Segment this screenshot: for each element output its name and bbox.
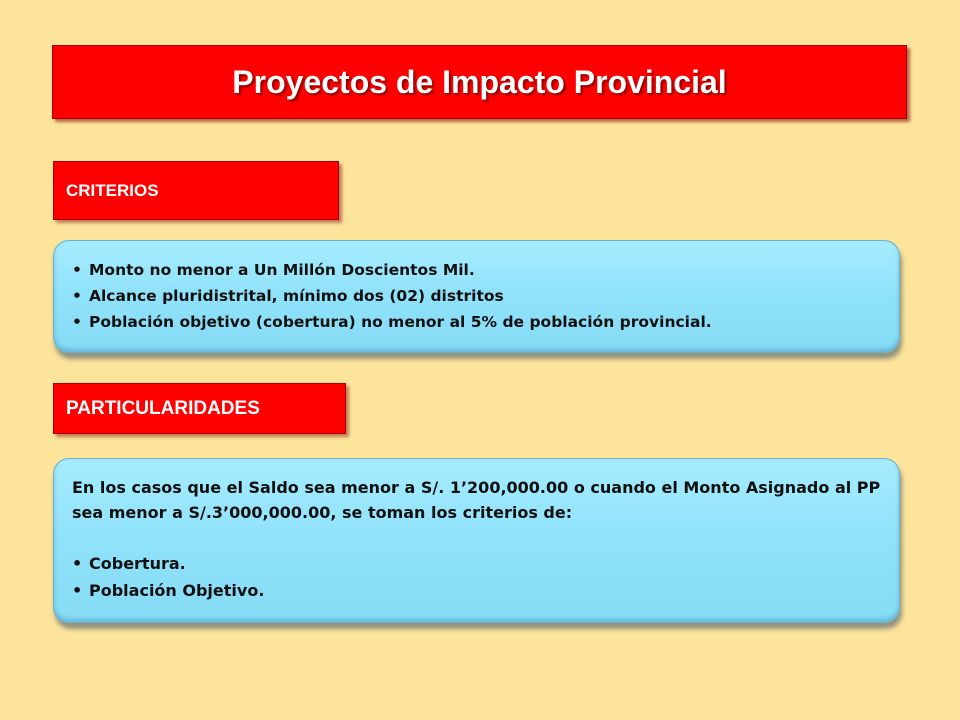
page-title: Proyectos de Impacto Provincial: [232, 63, 727, 100]
particularidades-list: [72, 550, 885, 604]
list-item: • Población objetivo (cobertura) no menor al 5% de población provincial.: [72, 309, 883, 335]
particularidades-intro: En los casos que el Saldo sea menor a S/. 1’200,000.00 o cuando el Monto Asignado al PP sea menor a S/.3’000,000.00, se toman los criterios de:: [72, 478, 881, 522]
criterios-panel: [53, 240, 900, 353]
list-item: • Monto no menor a Un Millón Doscientos Mil.: [72, 257, 883, 283]
title-banner: [52, 45, 907, 119]
particularidades-panel: [53, 458, 900, 623]
criterios-list: [72, 257, 883, 335]
criterios-label: CRITERIOS: [53, 161, 339, 220]
list-item: • Cobertura.: [72, 550, 885, 577]
particularidades-label: PARTICULARIDADES: [53, 383, 346, 434]
list-item: • Alcance pluridistrital, mínimo dos (02) distritos: [72, 283, 883, 309]
list-item: • Población Objetivo.: [72, 577, 885, 604]
